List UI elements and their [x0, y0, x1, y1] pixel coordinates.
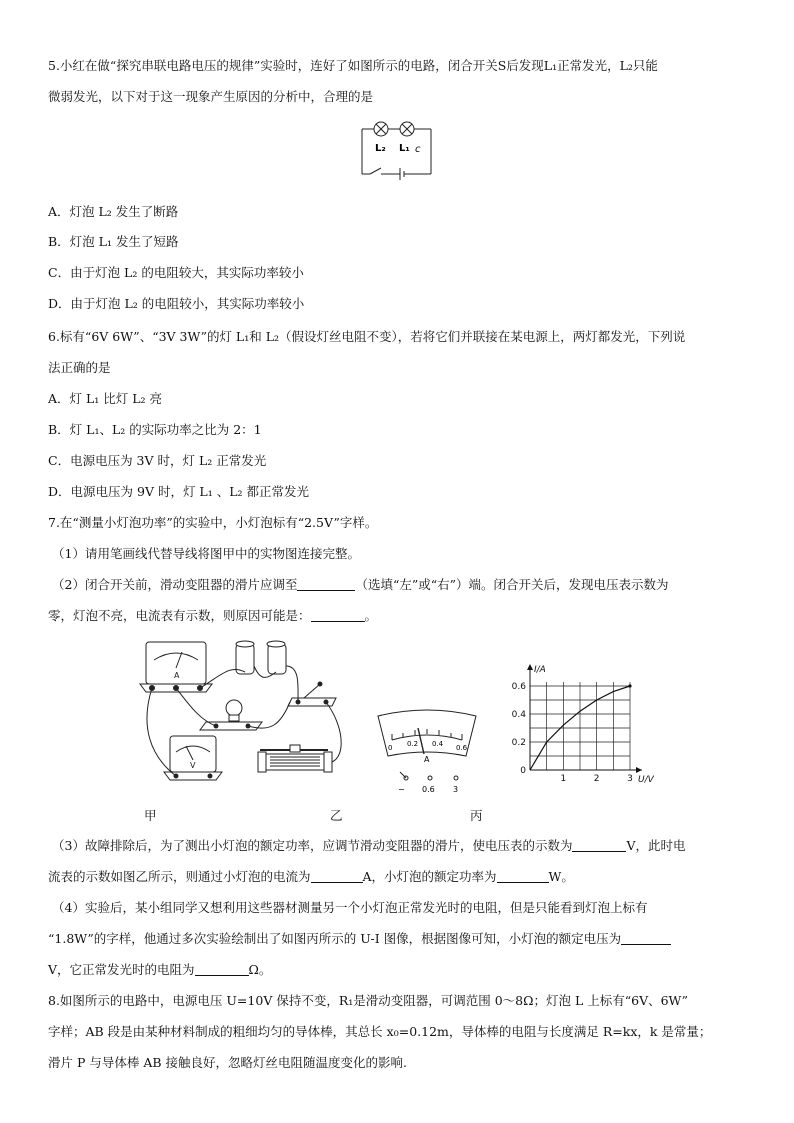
answer-blank[interactable]: [572, 839, 626, 852]
q7-part4-line1: （4）实验后，某小组同学又想利用这些器材测量另一个小灯泡正常发光时的电阻，但是只能看到灯泡上标有: [52, 900, 648, 915]
caption-yi: 乙: [330, 808, 343, 823]
q5-option-c: C．由于灯泡 L₂ 的电阻较大，其实际功率较小: [48, 265, 304, 280]
q7-part4-text-b: “1.8W”的字样，他通过多次实验绘制出了如图丙所示的 U-I 图像，根据图像可知，小灯泡的额定电压为: [48, 931, 622, 946]
q7-part3-line2: [48, 869, 574, 885]
answer-blank[interactable]: [311, 870, 363, 883]
q5-stem-line1: 5.小红在做“探究串联电路电压的规律”实验时，连好了如图所示的电路，闭合开关S后发现L₁正常发光，L₂只能: [48, 58, 658, 73]
rheostat-icon: [258, 745, 332, 772]
y-axis-label: I/A: [534, 665, 546, 675]
ammeter-apparatus-icon: [140, 642, 212, 692]
y-tick-label: 0: [520, 766, 526, 776]
q6-stem-line2: 法正确的是: [48, 360, 111, 375]
q5-option-b: B．灯泡 L₁ 发生了短路: [48, 234, 179, 249]
q6-stem-line1: 6.标有“6V 6W”、“3V 3W”的灯 L₁和 L₂（假设灯丝电阻不变），若将它们并联接在某电源上，两灯都发光，下列说: [48, 329, 686, 344]
terminal-label: 0.6: [422, 785, 435, 794]
q7-part4-text-d: Ω。: [248, 962, 272, 977]
answer-blank[interactable]: [311, 609, 365, 622]
fig-label-l1: L₁: [399, 143, 410, 154]
q8-line3: 滑片 P 与导体棒 AB 接触良好，忽略灯丝电阻随温度变化的影响.: [48, 1055, 407, 1070]
dial-unit: A: [424, 755, 430, 764]
q6-option-c: C．电源电压为 3V 时，灯 L₂ 正常发光: [48, 453, 267, 468]
switch-icon: [370, 168, 381, 174]
q7-part3-text-a: （3）故障排除后，为了测出小灯泡的额定功率，应调节滑动变阻器的滑片，使电压表的示数为: [52, 838, 573, 853]
q7-part3-line1: [52, 838, 686, 854]
q7-part2-text-a: （2）闭合开关前，滑动变阻器的滑片应调至: [52, 577, 298, 592]
q7-part4-line2: [48, 931, 671, 947]
q5-option-a: A．灯泡 L₂ 发生了断路: [48, 204, 179, 219]
terminal-icon: [454, 776, 458, 780]
q7-part3-text-e: W。: [548, 869, 574, 884]
answer-blank[interactable]: [297, 578, 355, 591]
svg-text:V: V: [190, 761, 196, 770]
lamp-on-stand-icon: [200, 700, 262, 730]
q8-line2: 字样；AB 段是由某种材料制成的粗细均匀的导体棒，其总长 x₀=0.12m，导体棒的电阻与长度满足 R=kx，k 是常量；: [48, 1024, 712, 1039]
dial-scale-label: 0.4: [432, 740, 444, 748]
q7-part2-text-c: 零，灯泡不亮，电流表有示数，则原因可能是：: [48, 608, 311, 623]
dial-scale-label: 0.2: [407, 740, 419, 748]
series-circuit-diagram: [355, 118, 445, 180]
q5-option-d: D．由于灯泡 L₂ 的电阻较小，其实际功率较小: [48, 296, 305, 311]
q7-part4-line3: [48, 962, 271, 978]
y-axis-arrow-icon: [527, 664, 533, 670]
q7-part2-text-d: 。: [364, 608, 378, 623]
x-tick-label: 2: [593, 774, 600, 784]
apparatus-figure: [130, 636, 352, 796]
terminal-icon: [428, 776, 432, 780]
dial-scale-label: 0.6: [456, 744, 468, 752]
q6-option-a: A．灯 L₁ 比灯 L₂ 亮: [48, 391, 163, 406]
caption-jia: 甲: [144, 808, 157, 823]
q7-part2-line2: [48, 608, 377, 624]
q7-stem: 7.在“测量小灯泡功率”的实验中，小灯泡标有“2.5V”字样。: [48, 515, 378, 530]
q7-part4-text-c: V，它正常发光时的电阻为: [48, 962, 195, 977]
svg-text:A: A: [174, 671, 180, 680]
dial-scale-label: 0: [388, 744, 393, 752]
q7-part2-text-b: （选填“左”或“右”）端。闭合开关后，发现电压表示数为: [355, 577, 669, 592]
terminal-label: −: [398, 785, 405, 794]
x-tick-label: 3: [627, 774, 633, 784]
x-axis-arrow-icon: [636, 767, 642, 773]
y-tick-label: 0.4: [511, 710, 526, 720]
answer-blank[interactable]: [497, 870, 549, 883]
q7-part3-text-b: V，此时电: [626, 838, 686, 853]
x-tick-label: 1: [560, 774, 567, 784]
data-point: [628, 684, 631, 687]
y-tick-label: 0.6: [511, 682, 526, 692]
q7-part3-text-d: A，小灯泡的额定功率为: [362, 869, 497, 884]
q6-option-d: D．电源电压为 9V 时，灯 L₁ 、L₂ 都正常发光: [48, 484, 309, 499]
q7-part3-text-c: 流表的示数如图乙所示，则通过小灯泡的电流为: [48, 869, 311, 884]
iu-graph: [500, 660, 654, 790]
q5-stem-line2: 微弱发光，以下对于这一现象产生原因的分析中，合理的是: [48, 89, 374, 104]
ammeter-dial-figure: [372, 708, 482, 794]
knife-switch-icon: [288, 682, 336, 706]
fig-label-c: c: [415, 144, 421, 155]
terminal-label: 3: [453, 785, 459, 794]
answer-blank[interactable]: [195, 963, 249, 976]
q7-part1: （1）请用笔画线代替导线将图甲中的实物图连接完整。: [52, 546, 360, 561]
fig-label-l2: L₂: [375, 143, 386, 154]
q6-option-b: B．灯 L₁、L₂ 的实际功率之比为 2：1: [48, 422, 262, 437]
y-tick-label: 0.2: [511, 738, 526, 748]
battery-cells-icon: [236, 641, 286, 674]
caption-bing: 丙: [470, 808, 483, 823]
q8-line1: 8.如图所示的电路中，电源电压 U=10V 保持不变，R₁是滑动变阻器，可调范围 0～8Ω；灯泡 L 上标有“6V、6W”: [48, 993, 689, 1008]
q7-part2-line1: [52, 577, 669, 593]
x-axis-label: U/V: [638, 775, 654, 785]
answer-blank[interactable]: [621, 932, 671, 945]
